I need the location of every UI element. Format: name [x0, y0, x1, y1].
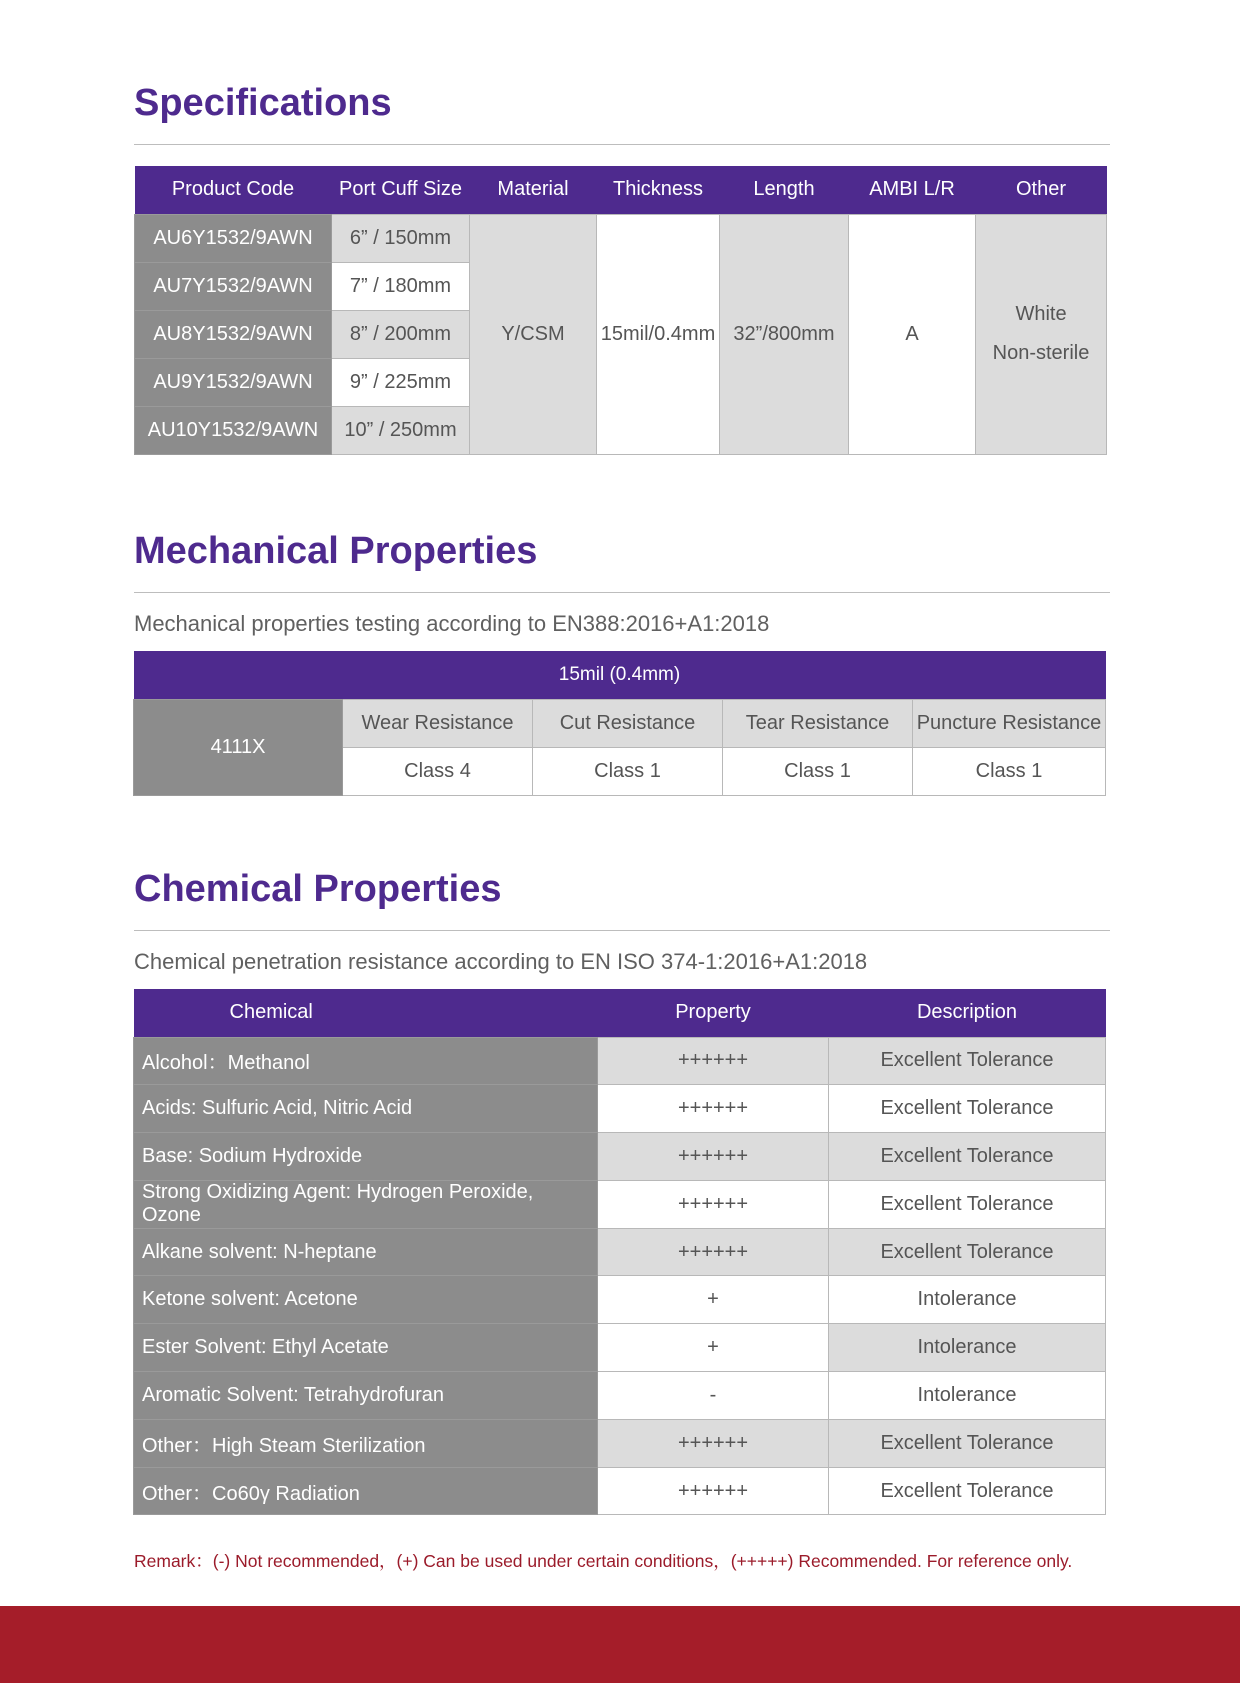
chemical-name: Acids: Sulfuric Acid, Nitric Acid: [134, 1085, 598, 1133]
chemical-property: ++++++: [598, 1037, 829, 1085]
chemical-property: ++++++: [598, 1419, 829, 1467]
remark-note: Remark：(-) Not recommended，(+) Can be used under certain conditions，(+++++) Recommended. For reference only.: [134, 1551, 1073, 1571]
en388-grade: 4111X: [134, 699, 343, 795]
chemical-description: Excellent Tolerance: [829, 1419, 1106, 1467]
chemical-description: Excellent Tolerance: [829, 1085, 1106, 1133]
tear-resistance-label: Tear Resistance: [723, 699, 913, 747]
cut-resistance-label: Cut Resistance: [533, 699, 723, 747]
mechanical-title: Mechanical Properties: [134, 530, 538, 572]
table-row: [134, 1228, 1106, 1276]
puncture-resistance-label: Puncture Resistance: [913, 699, 1106, 747]
header-product-code: Product Code: [135, 166, 332, 214]
chemical-name: Other：Co60γ Radiation: [134, 1467, 598, 1515]
material-value: Y/CSM: [470, 214, 597, 454]
chemical-name: Base: Sodium Hydroxide: [134, 1133, 598, 1181]
chemical-description: Intolerance: [829, 1324, 1106, 1372]
chemical-name: Ester Solvent: Ethyl Acetate: [134, 1324, 598, 1372]
chemical-name: Strong Oxidizing Agent: Hydrogen Peroxide, Ozone: [134, 1180, 598, 1228]
chemical-name: Alkane solvent: N-heptane: [134, 1228, 598, 1276]
table-row: [134, 699, 1106, 747]
chemical-description: Excellent Tolerance: [829, 1133, 1106, 1181]
port-cuff-size: 6” / 150mm: [332, 214, 470, 262]
cut-resistance-class: Class 1: [533, 747, 723, 795]
table-row: [134, 1085, 1106, 1133]
header-description: Description: [829, 989, 1106, 1037]
chemical-name: Other：High Steam Sterilization: [134, 1419, 598, 1467]
port-cuff-size: 7” / 180mm: [332, 262, 470, 310]
puncture-resistance-class: Class 1: [913, 747, 1106, 795]
chemical-description: Intolerance: [829, 1276, 1106, 1324]
product-code: AU6Y1532/9AWN: [135, 214, 332, 262]
table-row: [134, 1276, 1106, 1324]
table-row: [134, 1180, 1106, 1228]
chemical-subtitle: Chemical penetration resistance according to EN ISO 374-1:2016+A1:2018: [134, 949, 868, 974]
product-code: AU7Y1532/9AWN: [135, 262, 332, 310]
port-cuff-size: 10” / 250mm: [332, 406, 470, 454]
header-thickness: Thickness: [597, 166, 720, 214]
product-code: AU10Y1532/9AWN: [135, 406, 332, 454]
chemical-name: Ketone solvent: Acetone: [134, 1276, 598, 1324]
chemical-property: ++++++: [598, 1228, 829, 1276]
specifications-table: [134, 166, 1107, 455]
port-cuff-size: 8” / 200mm: [332, 310, 470, 358]
header-ambi: AMBI L/R: [849, 166, 976, 214]
table-row: [134, 1372, 1106, 1420]
port-cuff-size: 9” / 225mm: [332, 358, 470, 406]
chemical-property: ++++++: [598, 1085, 829, 1133]
table-row: [135, 214, 1107, 262]
other-line-2: Non-sterile: [992, 342, 1090, 364]
product-code: AU9Y1532/9AWN: [135, 358, 332, 406]
tear-resistance-class: Class 1: [723, 747, 913, 795]
chemical-table: [133, 989, 1106, 1515]
mechanical-header-row: [134, 651, 1106, 699]
specifications-title: Specifications: [134, 82, 392, 124]
table-row: [134, 1037, 1106, 1085]
chemical-description: Excellent Tolerance: [829, 1037, 1106, 1085]
chemical-property: ++++++: [598, 1180, 829, 1228]
specifications-divider: [134, 144, 1110, 145]
header-chemical: Chemical: [134, 989, 598, 1037]
length-value: 32”/800mm: [720, 214, 849, 454]
other-value: [976, 214, 1107, 454]
header-length: Length: [720, 166, 849, 214]
header-material: Material: [470, 166, 597, 214]
chemical-description: Excellent Tolerance: [829, 1467, 1106, 1515]
chemical-title: Chemical Properties: [134, 868, 502, 910]
chemical-header-row: [134, 989, 1106, 1037]
table-row: [134, 1419, 1106, 1467]
wear-resistance-label: Wear Resistance: [343, 699, 533, 747]
header-port-cuff-size: Port Cuff Size: [332, 166, 470, 214]
header-other: Other: [976, 166, 1107, 214]
thickness-value: 15mil/0.4mm: [597, 214, 720, 454]
chemical-property: +: [598, 1276, 829, 1324]
chemical-divider: [134, 930, 1110, 931]
chemical-description: Excellent Tolerance: [829, 1180, 1106, 1228]
chemical-description: Excellent Tolerance: [829, 1228, 1106, 1276]
mechanical-subtitle: Mechanical properties testing according to EN388:2016+A1:2018: [134, 611, 770, 636]
chemical-description: Intolerance: [829, 1372, 1106, 1420]
table-row: [134, 1324, 1106, 1372]
table-row: [134, 1133, 1106, 1181]
mechanical-divider: [134, 592, 1110, 593]
table-row: [134, 1467, 1106, 1515]
chemical-property: -: [598, 1372, 829, 1420]
other-line-1: White: [1015, 303, 1067, 325]
product-code: AU8Y1532/9AWN: [135, 310, 332, 358]
chemical-property: ++++++: [598, 1467, 829, 1515]
mechanical-table: [133, 651, 1106, 796]
chemical-name: Alcohol：Methanol: [134, 1037, 598, 1085]
header-property: Property: [598, 989, 829, 1037]
wear-resistance-class: Class 4: [343, 747, 533, 795]
thickness-header: 15mil (0.4mm): [134, 651, 1106, 699]
ambi-value: A: [849, 214, 976, 454]
specifications-header-row: [135, 166, 1107, 214]
chemical-property: +: [598, 1324, 829, 1372]
footer-bar: [0, 1606, 1240, 1683]
chemical-name: Aromatic Solvent: Tetrahydrofuran: [134, 1372, 598, 1420]
chemical-property: ++++++: [598, 1133, 829, 1181]
